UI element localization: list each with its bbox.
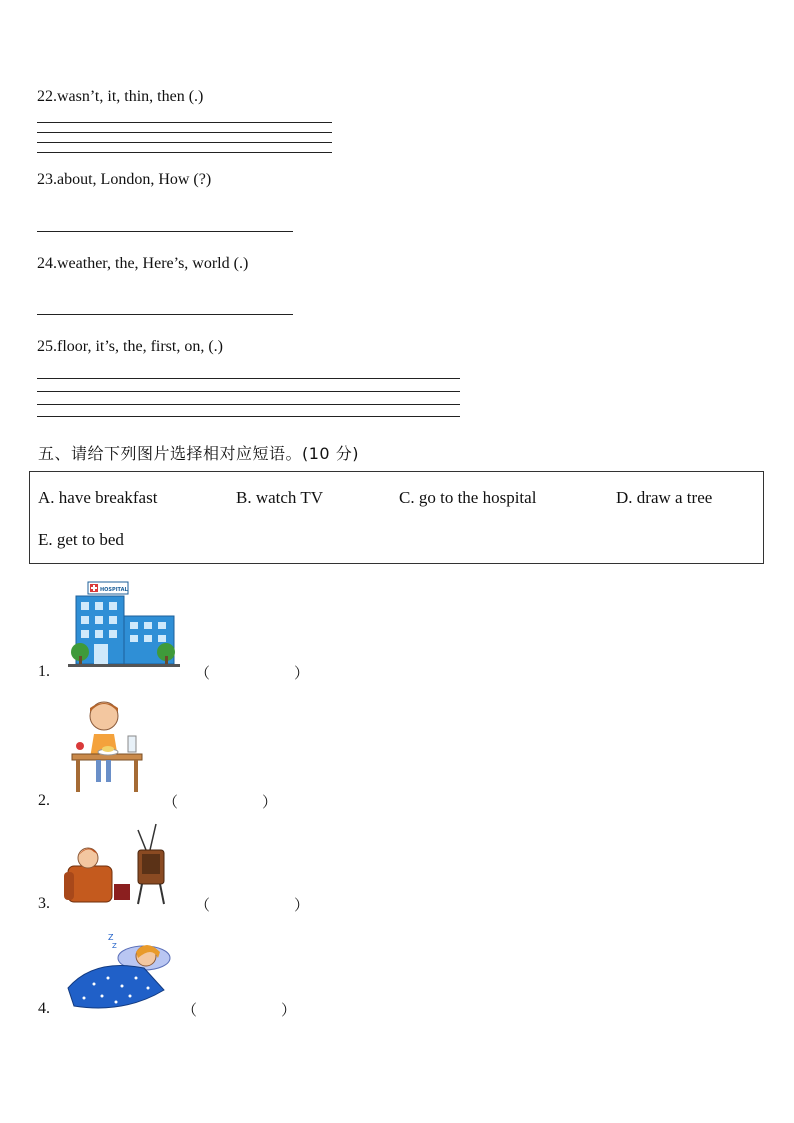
answer-bracket[interactable]: （ ） xyxy=(195,896,310,914)
breakfast-picture xyxy=(68,698,148,794)
question-text: wasn’t, it, thin, then (.) xyxy=(57,88,204,105)
question-text: floor, it’s, the, first, on, (.) xyxy=(57,338,223,355)
item-number: 4. xyxy=(38,1000,50,1017)
question-number: 24. xyxy=(37,255,57,272)
answer-line xyxy=(37,378,460,379)
answer-bracket[interactable]: （ ） xyxy=(182,1001,297,1019)
hospital-picture xyxy=(68,582,180,670)
item-number: 1. xyxy=(38,663,50,680)
hospital-sign: HOSPITAL xyxy=(100,587,128,593)
svg-text:Z: Z xyxy=(112,942,117,950)
answer-line xyxy=(37,404,460,405)
option-d: D. draw a tree xyxy=(616,488,713,507)
question-24 xyxy=(37,255,248,273)
options-box xyxy=(29,471,764,564)
question-number: 25. xyxy=(37,338,57,355)
option-a: A. have breakfast xyxy=(38,488,158,507)
sleeping-picture xyxy=(64,928,176,1016)
answer-line xyxy=(37,391,460,392)
answer-line xyxy=(37,122,332,123)
question-22 xyxy=(37,88,203,106)
item-number: 3. xyxy=(38,895,50,912)
watch-tv-picture xyxy=(64,822,174,908)
question-number: 22. xyxy=(37,88,57,105)
answer-line xyxy=(37,142,332,143)
option-c: C. go to the hospital xyxy=(399,488,537,507)
section-heading: 五、请给下列图片选择相对应短语。(10 分) xyxy=(38,444,359,463)
answer-line xyxy=(37,314,293,315)
answer-bracket[interactable]: （ ） xyxy=(163,793,278,811)
question-text: about, London, How (?) xyxy=(57,171,212,188)
question-text: weather, the, Here’s, world (.) xyxy=(57,255,249,272)
answer-line xyxy=(37,132,332,133)
answer-bracket[interactable]: （ ） xyxy=(195,664,310,682)
answer-line xyxy=(37,416,460,417)
option-e: E. get to bed xyxy=(38,530,124,549)
answer-line xyxy=(37,152,332,153)
answer-line xyxy=(37,231,293,232)
question-number: 23. xyxy=(37,171,57,188)
svg-text:Z: Z xyxy=(108,933,114,942)
item-number: 2. xyxy=(38,792,50,809)
question-25 xyxy=(37,338,223,356)
question-23 xyxy=(37,171,211,189)
option-b: B. watch TV xyxy=(236,488,324,507)
